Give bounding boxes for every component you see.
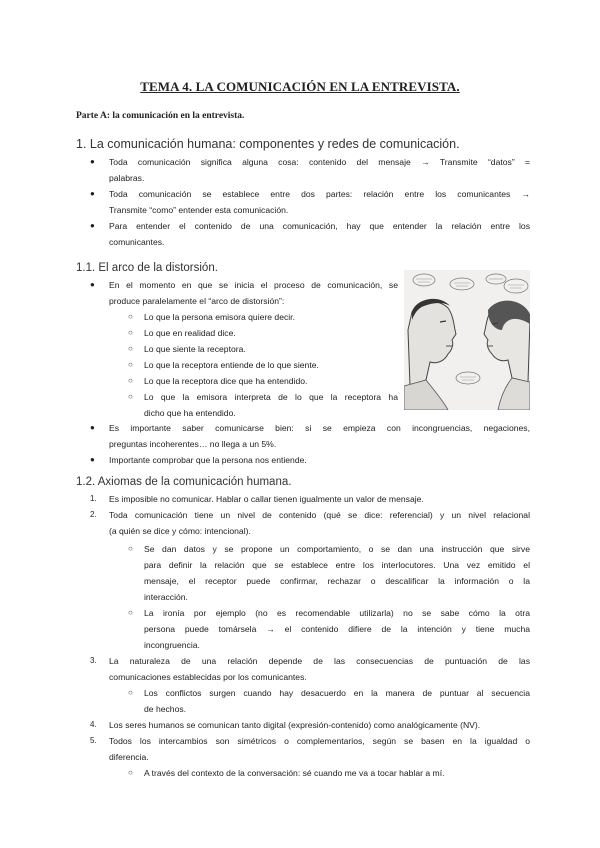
s11-bullet-2-line-1: Es importante saber comunicarse bien: si se empieza con incongruencias, negaciones,	[109, 423, 530, 433]
bullet-marker: ●	[90, 455, 95, 464]
number-marker: 5.	[90, 736, 97, 745]
arc-item-5: Lo que la receptora dice que ha entendido.	[144, 376, 308, 386]
s1-bullet-3-line-2: comunicantes.	[109, 237, 165, 247]
circle-marker: ○	[128, 376, 133, 385]
axiom-3-sub-1-line-2: de hechos.	[144, 704, 187, 714]
axiom-5-line-2: diferencia.	[109, 752, 149, 762]
number-marker: 1.	[90, 494, 97, 503]
number-marker: 2.	[90, 510, 97, 519]
arc-item-1: Lo que la persona emisora quiere decir.	[144, 312, 295, 322]
arc-item-3: Lo que siente la receptora.	[144, 344, 246, 354]
axiom-3-line-2: comunicaciones establecidas por los comunicantes.	[109, 672, 307, 682]
axiom-5-line-1: Todos los intercambios son simétricos o complementarios, según se basen en la igualdad o	[109, 736, 530, 746]
s11-bullet-1-line-2: produce paralelamente el “arco de distorsión”:	[109, 296, 285, 306]
axiom-1: Es imposible no comunicar. Hablar o callar tienen igualmente un valor de mensaje.	[109, 494, 424, 504]
s1-bullet-3-line-1: Para entender el contenido de una comunicación, hay que entender la relación entre los	[109, 221, 530, 231]
bullet-marker: ●	[90, 423, 95, 432]
bullet-marker: ●	[90, 157, 95, 166]
circle-marker: ○	[128, 544, 133, 553]
s11-bullet-1-line-1: En el momento en que se inicia el proceso de comunicación, se	[109, 280, 398, 290]
circle-marker: ○	[128, 344, 133, 353]
s11-bullet-2-line-2: preguntas incoherentes… no llega a un 5%.	[109, 439, 277, 449]
axiom-2-sub-2-line-3: incongruencia.	[144, 640, 200, 650]
circle-marker: ○	[128, 768, 133, 777]
s1-bullet-2-line-2: Transmite “como” entender esta comunicación.	[109, 205, 289, 215]
circle-marker: ○	[128, 392, 133, 401]
axiom-3-sub-1-line-1: Los conflictos surgen cuando hay desacuerdo en la manera de puntuar al secuencia	[144, 688, 530, 698]
axiom-2-sub-2-line-1: La ironía por ejemplo (no es recomendable utilizarla) no se sabe cómo la otra	[144, 608, 530, 618]
circle-marker: ○	[128, 608, 133, 617]
s1-bullet-2-line-1: Toda comunicación se establece entre dos partes: relación entre los comunicantes →	[109, 189, 530, 199]
arc-item-6-line-2: dicho que ha entendido.	[144, 408, 236, 418]
circle-marker: ○	[128, 328, 133, 337]
axiom-2-line-2: (a quién se dice y cómo: intencional).	[109, 526, 251, 536]
axiom-2-sub-1-line-2: para definir la relación que se establece entre los interlocutores. Una vez emitido el	[144, 560, 530, 570]
part-heading: Parte A: la comunicación en la entrevista.	[76, 111, 245, 121]
s1-bullet-1-line-1: Toda comunicación significa alguna cosa: contenido del mensaje → Transmite “datos” =	[109, 157, 530, 167]
axiom-4: Los seres humanos se comunican tanto digital (expresión-contenido) como analógicamente (NV).	[109, 720, 481, 730]
arc-item-2: Lo que en realidad dice.	[144, 328, 236, 338]
section-1-2-heading: 1.2. Axiomas de la comunicación humana.	[76, 476, 292, 488]
circle-marker: ○	[128, 360, 133, 369]
circle-marker: ○	[128, 688, 133, 697]
axiom-2-sub-2-line-2: persona puede tomársela → el contenido difiere de la intención y tiene mucha	[144, 624, 530, 634]
axiom-2-sub-1-line-3: mensaje, el receptor puede confirmar, rechazar o descalificar la información o la	[144, 576, 530, 586]
section-1-2-list	[90, 491, 530, 781]
axiom-2-sub-1-line-4: interacción.	[144, 592, 188, 602]
s11-bullet-3: Importante comprobar que la persona nos entiende.	[109, 455, 307, 465]
arc-item-4: Lo que la receptora entiende de lo que siente.	[144, 360, 319, 370]
section-1-1-list-cont	[90, 420, 530, 468]
bullet-marker: ●	[90, 280, 95, 289]
axiom-2-sub-1-line-1: Se dan datos y se propone un comportamiento, o se dan una instrucción que sirve	[144, 544, 530, 554]
section-1-list	[90, 154, 530, 250]
number-marker: 3.	[90, 656, 97, 665]
section-1-1-heading: 1.1. El arco de la distorsión.	[76, 262, 218, 274]
number-marker: 4.	[90, 720, 97, 729]
s1-bullet-1-line-2: palabras.	[109, 173, 145, 183]
page-title: TEMA 4. LA COMUNICACIÓN EN LA ENTREVISTA.	[140, 79, 460, 94]
section-1-1-list	[90, 277, 398, 421]
sketch-illustration	[404, 270, 530, 410]
bullet-marker: ●	[90, 221, 95, 230]
axiom-3-line-1: La naturaleza de una relación depende de las consecuencias de puntuación de las	[109, 656, 530, 666]
arc-item-6: Lo que la emisora interpreta de lo que la receptora ha	[144, 392, 398, 402]
bullet-marker: ●	[90, 189, 95, 198]
axiom-5-sub-1: A través del contexto de la conversación: sé cuando me va a tocar hablar a mí.	[144, 768, 445, 778]
section-1-heading: 1. La comunicación humana: componentes y redes de comunicación.	[76, 137, 460, 151]
axiom-2-line-1: Toda comunicación tiene un nivel de contenido (qué se dice: referencial) y un nivel relacional	[109, 510, 530, 520]
circle-marker: ○	[128, 312, 133, 321]
